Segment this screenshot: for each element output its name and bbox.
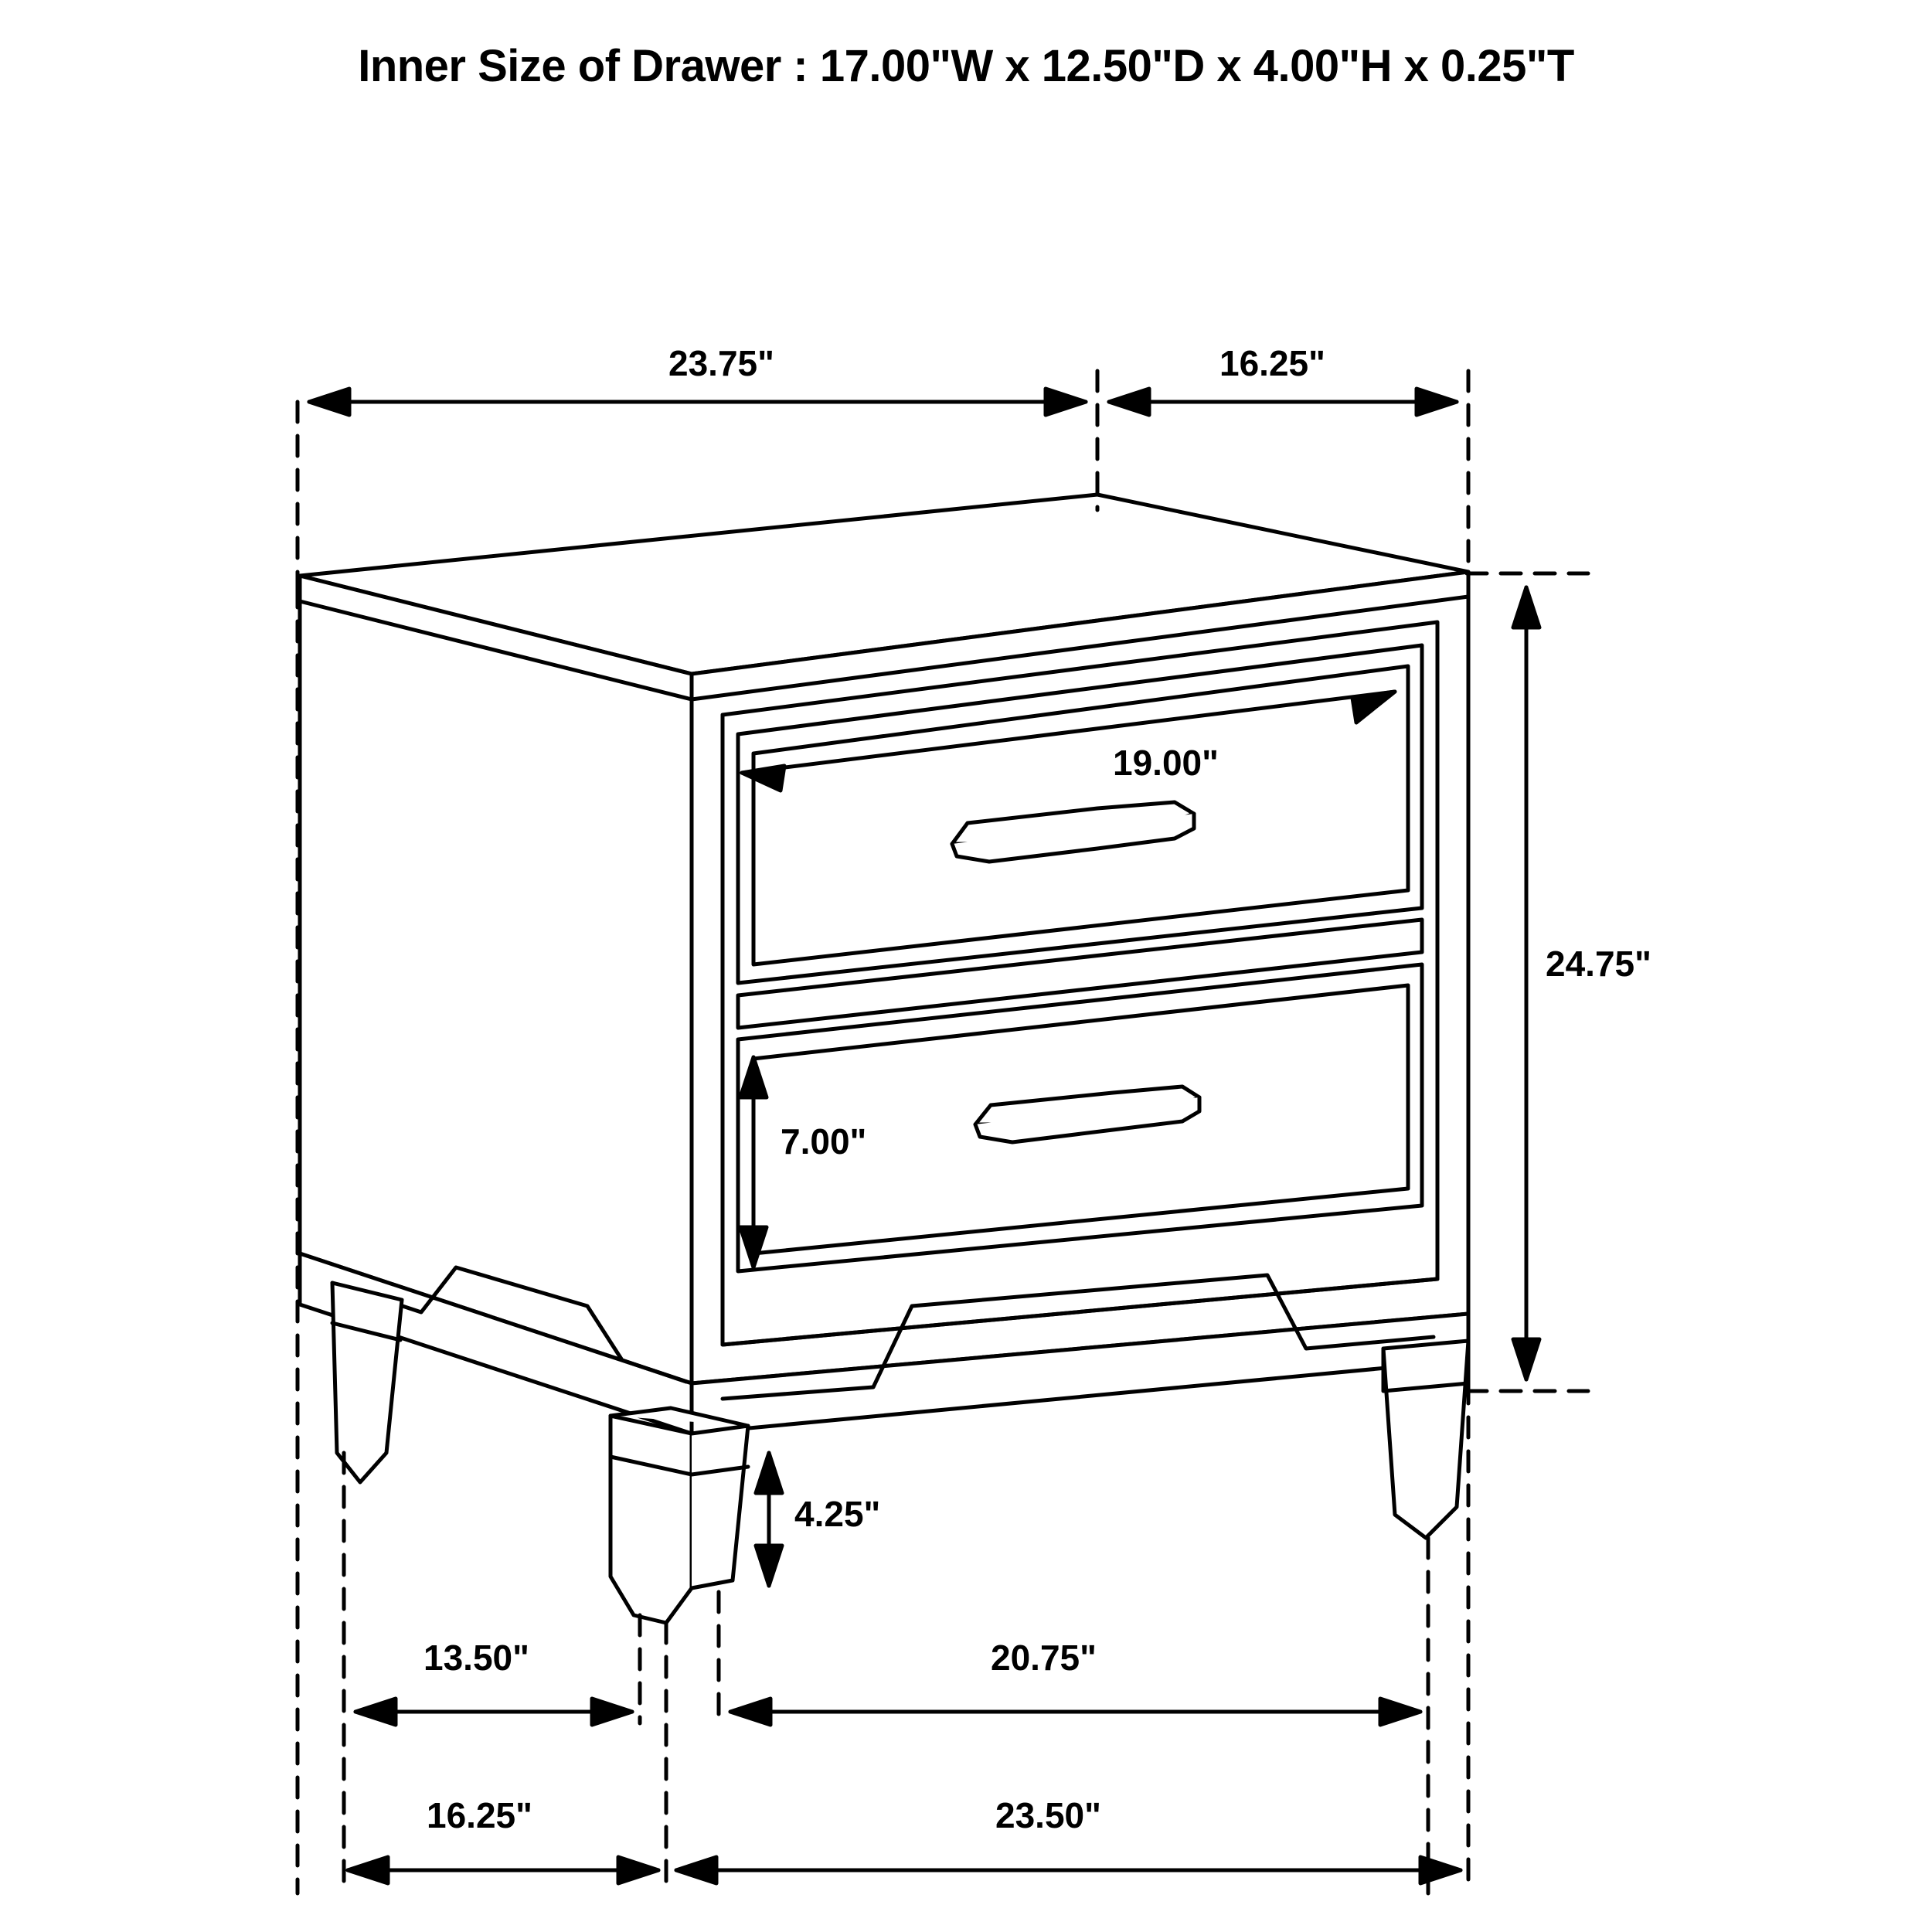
dim-23-75: [309, 389, 1086, 415]
dim-16-25-top: [1109, 389, 1457, 415]
dim-24-75: [1513, 587, 1539, 1379]
dim-20-75: [730, 1699, 1420, 1725]
dim-label-top-front-width: 23.75": [668, 343, 774, 383]
dim-label-front-base-width: 23.50": [995, 1795, 1101, 1835]
dim-4-25: [756, 1453, 782, 1586]
dim-13-50: [355, 1699, 632, 1725]
dim-label-overall-height: 24.75": [1546, 944, 1651, 984]
dim-label-top-side-depth: 16.25": [1219, 343, 1325, 383]
dim-label-side-foot-span: 13.50": [423, 1638, 529, 1678]
dim-label-side-base-depth: 16.25": [427, 1795, 532, 1835]
dim-label-drawer-inner-width: 19.00": [1113, 743, 1219, 783]
dim-16-25-bottom: [348, 1857, 658, 1883]
leg-front-right: [1383, 1341, 1468, 1538]
dim-label-lower-drawer-height: 7.00": [781, 1121, 867, 1162]
leg-front-left: [611, 1408, 748, 1623]
dim-label-front-foot-span: 20.75": [991, 1638, 1097, 1678]
page-title: Inner Size of Drawer : 17.00"W x 12.50"D x 4.00"H x 0.25"T: [358, 41, 1574, 91]
dim-23-50: [676, 1857, 1461, 1883]
cabinet-left-side: [300, 576, 692, 1383]
dim-label-leg-height: 4.25": [794, 1494, 881, 1534]
